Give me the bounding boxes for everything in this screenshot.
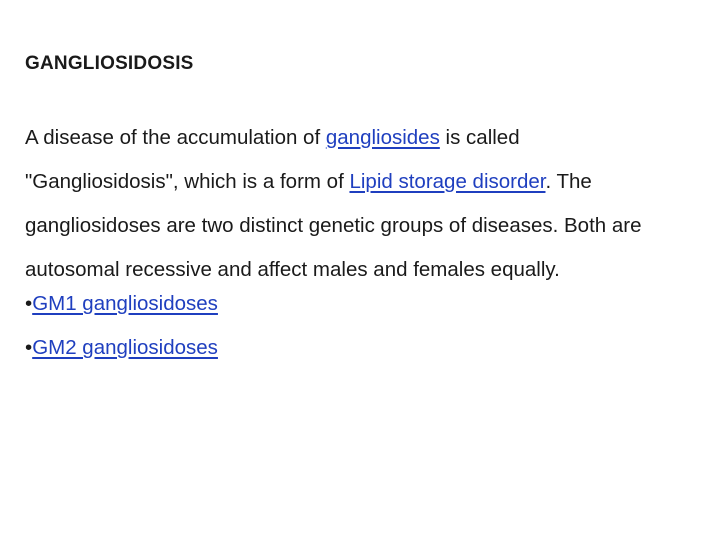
paragraph-line-4: autosomal recessive and affect males and females equally. <box>25 258 560 281</box>
paragraph-text: is called <box>439 126 520 149</box>
bullet-item-gm1 <box>25 292 218 316</box>
page-title: GANGLIOSIDOSIS <box>25 53 194 74</box>
gm2-gangliosidoses-link[interactable]: GM2 gangliosidoses <box>32 336 218 359</box>
bullet-marker: • <box>25 292 33 315</box>
lipid-storage-disorder-link[interactable]: Lipid storage disorder <box>349 170 546 193</box>
bullet-marker: • <box>25 336 33 359</box>
bullet-item-gm2 <box>25 336 218 360</box>
paragraph-text: . The <box>545 170 592 193</box>
gm1-gangliosidoses-link[interactable]: GM1 gangliosidoses <box>32 292 218 315</box>
paragraph-line-2 <box>25 160 705 204</box>
paragraph-text: "Gangliosidosis", which is a form of <box>25 170 350 193</box>
paragraph-text: A disease of the accumulation of <box>25 126 326 149</box>
paragraph-line-3: gangliosidoses are two distinct genetic groups of diseases. Both are <box>25 214 642 237</box>
description-paragraph <box>25 116 705 292</box>
gangliosides-link[interactable]: gangliosides <box>325 126 440 149</box>
paragraph-line-1 <box>25 116 705 160</box>
